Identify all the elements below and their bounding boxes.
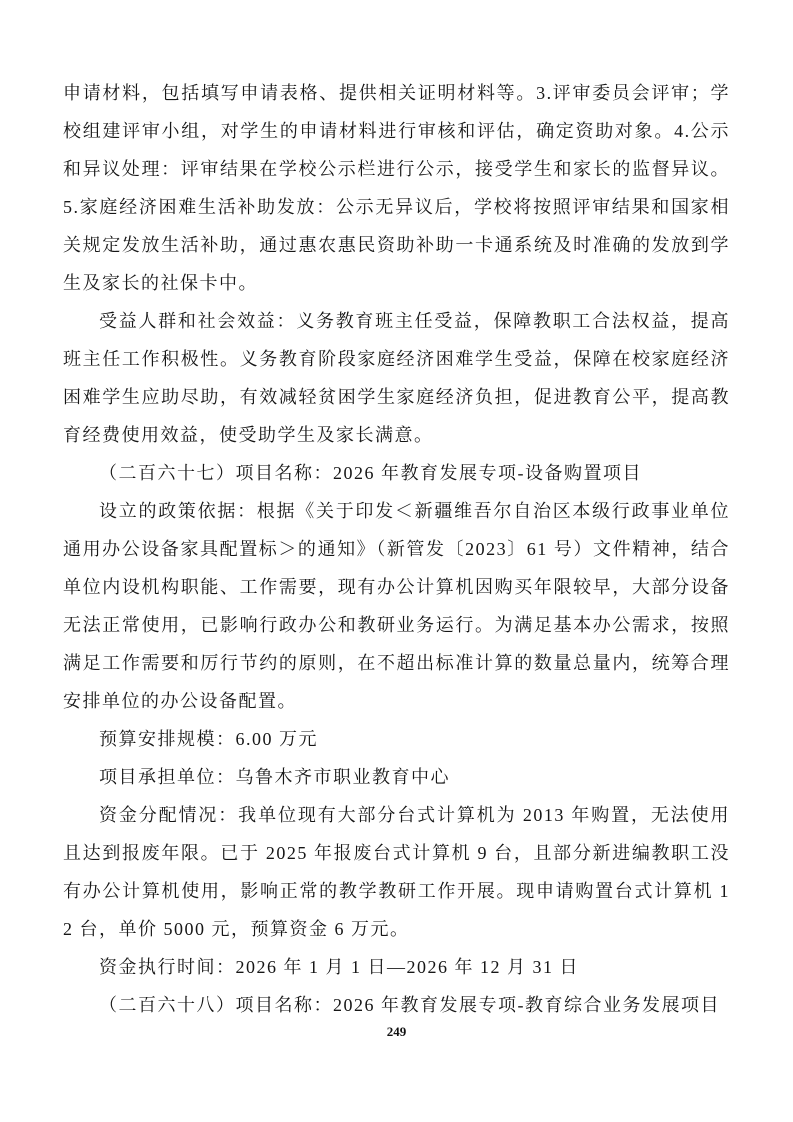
body-paragraph-project-267-title: （二百六十七）项目名称：2026 年教育发展专项-设备购置项目: [99, 463, 642, 483]
body-paragraph-benefits: 受益人群和社会效益：义务教育班主任受益，保障教职工合法权益，提高班主任工作积极性。义务教育阶段家庭经济困难学生受益，保障在校家庭经济困难学生应助尽助，有效减轻贫困学生家庭经济负担，促进教育公平，提高教育经费使用效益，使受助学生及家长满意。: [63, 311, 730, 445]
body-paragraph-policy-basis: 设立的政策依据：根据《关于印发＜新疆维吾尔自治区本级行政事业单位通用办公设备家具配置标＞的通知》（新管发〔2023〕61 号）文件精神，结合单位内设机构职能、工作需要，现有办公计算机因购买年限较早，大部分设备无法正常使用，已影响行政办公和教研业务运行。为满足基本办公需求，按照满足工作需要和厉行节约的原则，在不超出标准计算的数量总量内，统筹合理安排单位的办公设备配置。: [63, 501, 730, 711]
body-paragraph-continuation: 申请材料，包括填写申请表格、提供相关证明材料等。3.评审委员会评审；学校组建评审小组，对学生的申请材料进行审核和评估，确定资助对象。4.公示和异议处理：评审结果在学校公示栏进行公示，接受学生和家长的监督异议。5.家庭经济困难生活补助发放：公示无异议后，学校将按照评审结果和国家相关规定发放生活补助，通过惠农惠民资助补助一卡通系统及时准确的发放到学生及家长的社保卡中。: [63, 83, 730, 293]
document-body: [63, 74, 730, 1024]
body-paragraph-project-268-title: （二百六十八）项目名称：2026 年教育发展专项-教育综合业务发展项目: [99, 995, 720, 1015]
body-paragraph-fund-allocation: 资金分配情况：我单位现有大部分台式计算机为 2013 年购置，无法使用且达到报废年限。已于 2025 年报废台式计算机 9 台，且部分新进编教职工没有办公计算机使用，影响正常的教学教研工作开展。现申请购置台式计算机 12 台，单价 5000 元，预算资金 6 万元。: [63, 805, 730, 939]
body-paragraph-undertaking-unit: 项目承担单位：乌鲁木齐市职业教育中心: [99, 767, 450, 787]
body-paragraph-budget-scale: 预算安排规模：6.00 万元: [99, 729, 318, 749]
body-paragraph-execution-period: 资金执行时间：2026 年 1 月 1 日—2026 年 12 月 31 日: [99, 957, 579, 977]
page-number: 249: [386, 1024, 407, 1039]
